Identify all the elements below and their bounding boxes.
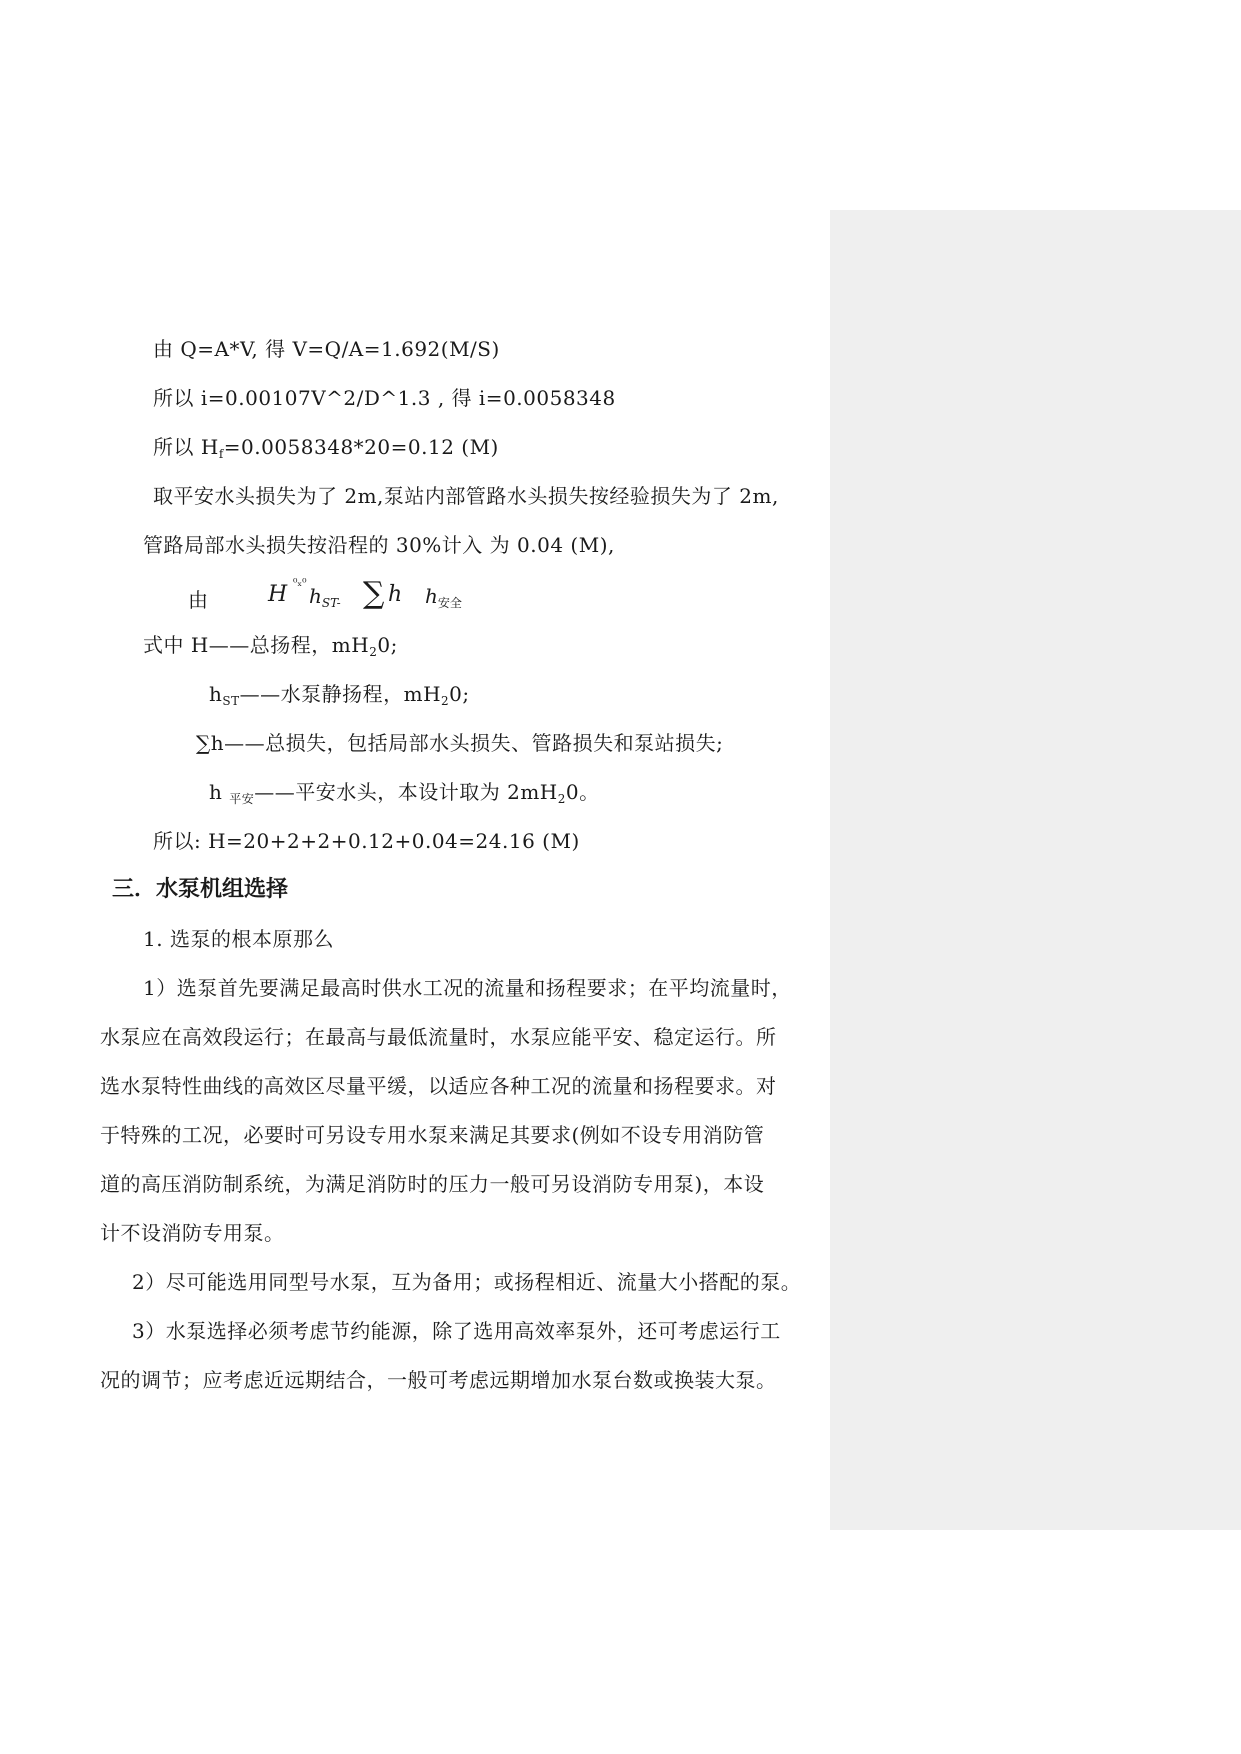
text-local-loss: 管路局部水头损失按沿程的 30%计入 为 0.04 (M),: [143, 533, 615, 557]
h: h: [309, 584, 322, 608]
equation-friction-loss: [153, 434, 499, 467]
paragraph-line: 况的调节；应考虑近远期结合，一般可考虑远期增加水泵台数或换装大泵。: [100, 1368, 777, 1392]
section-heading: 三．水泵机组选择: [112, 877, 289, 902]
text: ——平安水头，本设计取为 2mH: [254, 780, 558, 804]
subscript: ST-: [321, 596, 341, 610]
paragraph-line: 2）尽可能选用同型号水泵，互为备用；或扬程相近、流量大小搭配的泵。: [132, 1270, 802, 1294]
text: h: [209, 682, 223, 706]
total-head-formula: [185, 578, 485, 612]
formula-h-st: [309, 584, 341, 610]
formula-h-safe: [425, 584, 462, 611]
paragraph-line: 道的高压消防制系统，为满足消防时的压力一般可另设消防专用泵)，本设: [100, 1172, 765, 1196]
text: 式中 H——总扬程，mH: [143, 633, 370, 657]
comment-margin-panel: [830, 210, 1241, 1530]
subsection-title: 1. 选泵的根本原那么: [143, 927, 334, 951]
equation-velocity: 由 Q=A*V, 得 V=Q/A=1.692(M/S): [153, 337, 500, 361]
formula-h-sum: h: [388, 582, 403, 607]
text-safety-head: 取平安水头损失为了 2m,泵站内部管路水头损失按经验损失为了 2m,: [153, 484, 779, 508]
paragraph-line: 选水泵特性曲线的高效区尽量平缓，以适应各种工况的流量和扬程要求。对: [100, 1074, 777, 1098]
h: h: [425, 584, 438, 608]
paragraph-line: 计不设消防专用泵。: [100, 1221, 285, 1245]
paragraph-line: 水泵应在高效段运行；在最高与最低流量时，水泵应能平安、稳定运行。所: [100, 1025, 777, 1049]
subscript: 安全: [437, 596, 462, 610]
text: 0;: [449, 682, 470, 706]
subscript: ST: [222, 694, 240, 708]
text: 0。: [565, 780, 600, 804]
sigma-symbol: ∑: [363, 576, 385, 611]
subscript: 平安: [229, 792, 255, 806]
formula-symbol: ⁰ₓ⁰: [293, 576, 307, 589]
text: 0;: [377, 633, 398, 657]
def-static-head: [209, 681, 470, 714]
subscript: 2: [441, 694, 450, 708]
subscript: 2: [369, 645, 378, 659]
formula-prefix: 由: [188, 588, 208, 612]
def-total-loss: ∑h——总损失，包括局部水头损失、管路损失和泵站损失;: [196, 731, 724, 755]
paragraph-line: 于特殊的工况，必要时可另设专用水泵来满足其要求(例如不设专用消防管: [100, 1123, 765, 1147]
paragraph-line: 3）水泵选择必须考虑节约能源，除了选用高效率泵外，还可考虑运行工: [132, 1319, 781, 1343]
def-total-head: [143, 632, 398, 665]
formula-H: H: [268, 582, 288, 607]
text: =0.0058348*20=0.12 (M): [223, 435, 499, 459]
subscript: 2: [557, 792, 566, 806]
text: ——水泵静扬程，mH: [239, 682, 442, 706]
text: 所以 H: [153, 435, 219, 459]
paragraph-line: 1）选泵首先要满足最高时供水工况的流量和扬程要求；在平均流量时，: [143, 976, 792, 1000]
text: h: [209, 780, 230, 804]
subscript: f: [218, 447, 224, 461]
equation-slope: 所以 i=0.00107V^2/D^1.3 , 得 i=0.0058348: [153, 386, 616, 410]
result-total-head: 所以: H=20+2+2+0.12+0.04=24.16 (M): [153, 829, 580, 853]
def-safety-head: [209, 779, 600, 812]
